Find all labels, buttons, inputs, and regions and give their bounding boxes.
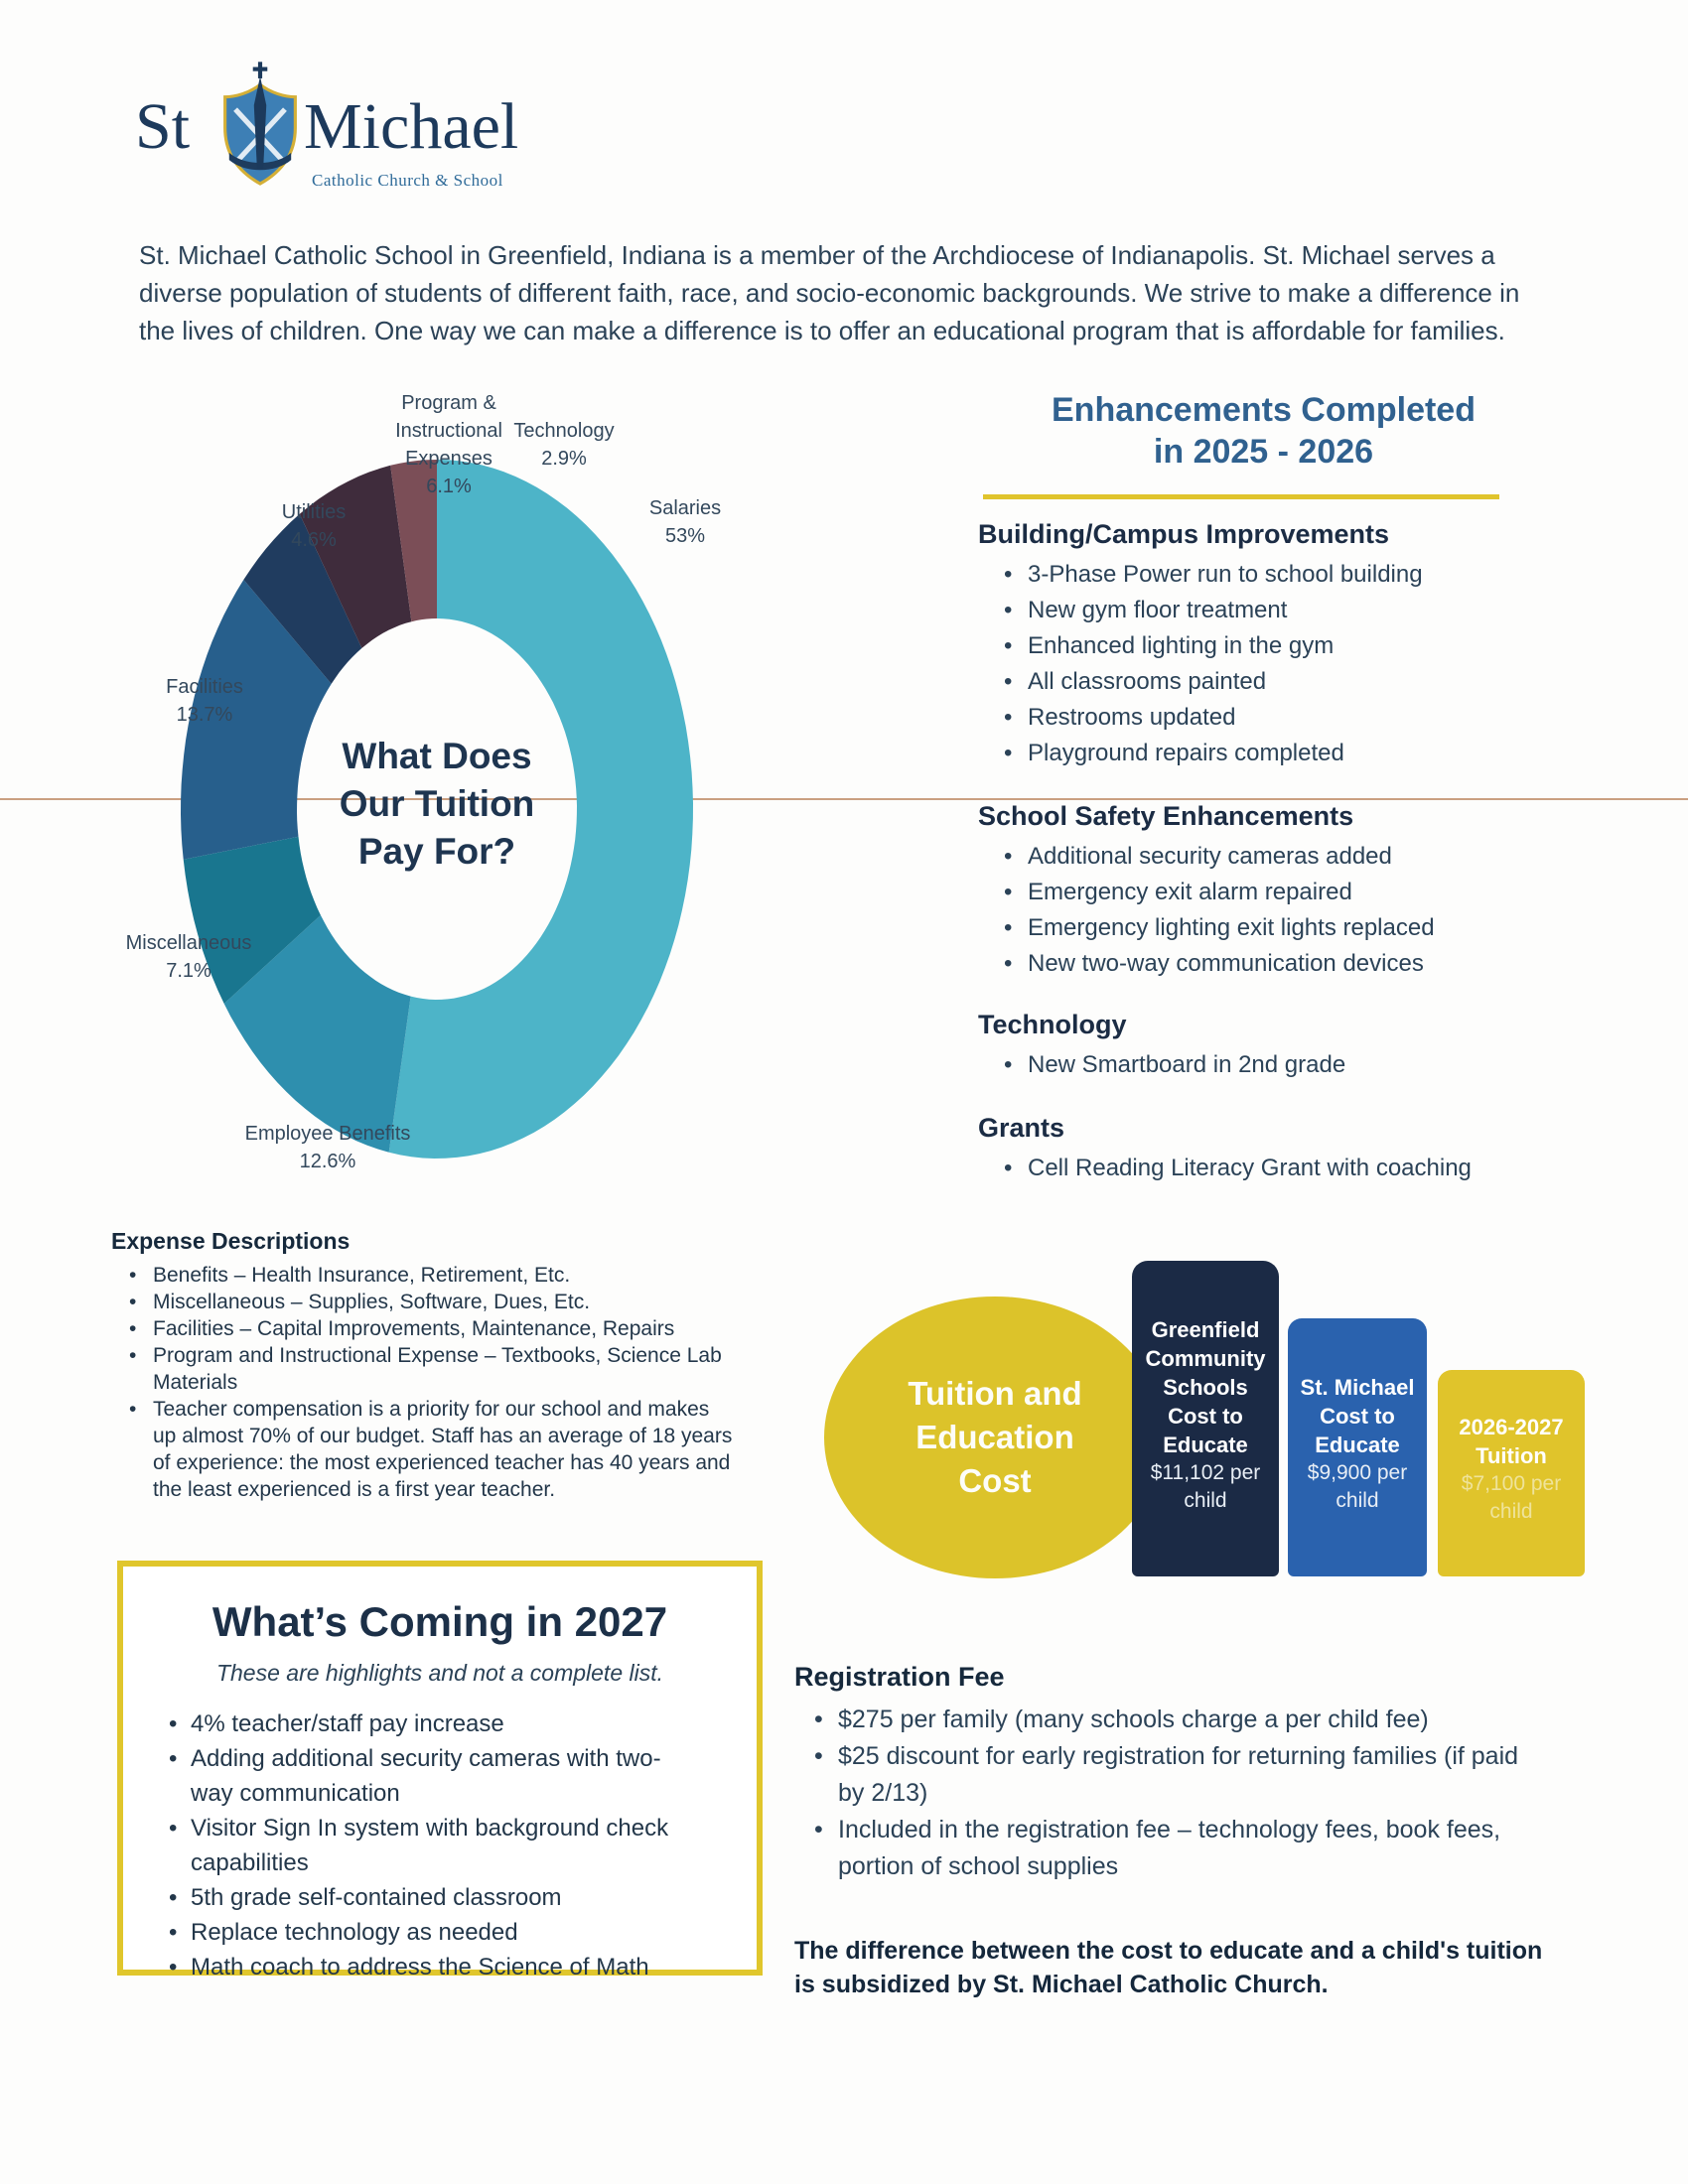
bar-title-line: Tuition (1476, 1443, 1547, 1468)
donut-center-title (288, 733, 586, 876)
donut-center-line: Pay For? (357, 831, 516, 872)
bar-title-line: St. Michael (1300, 1374, 1415, 1400)
bar-title-line: Schools (1163, 1374, 1248, 1400)
heading-grants: Grants (978, 1113, 1065, 1143)
list-item: • Facilities – Capital Improvements, Maintenance, Repairs (111, 1315, 737, 1342)
logo-text-michael: Michael (304, 90, 519, 163)
bar-title-line: Cost to (1320, 1403, 1395, 1429)
list-item: • Playground repairs completed (978, 736, 1549, 771)
heading-technology: Technology (978, 1010, 1127, 1039)
bar-greenfield-cost (1132, 1261, 1279, 1576)
list-item: • Restrooms updated (978, 700, 1549, 736)
list-item: • Included in the registration fee – technology fees, book fees, portion of school supplies (794, 1812, 1534, 1885)
list-item: • New two-way communication devices (978, 946, 1549, 982)
bar-title-line: Cost to (1168, 1403, 1243, 1429)
bar-value (1462, 1470, 1561, 1526)
circle-title-line: Education (915, 1419, 1074, 1455)
heading-building-campus: Building/Campus Improvements (978, 519, 1390, 549)
tuition-donut-chart (79, 377, 814, 1231)
donut-segment-label: Program & Instructional Expenses 6.1% (395, 392, 502, 497)
donut-segment-label: Technology 2.9% (513, 420, 615, 470)
subsidy-note: The difference between the cost to educate and a child's tuition is subsidized by St. Michael Catholic Church. (794, 1937, 1543, 1998)
list-item: • All classrooms painted (978, 664, 1549, 700)
bar-value-line: $7,100 per (1461, 1472, 1562, 1495)
bar-title (1301, 1373, 1415, 1459)
expense-descriptions-section (111, 1226, 752, 1503)
expense-descriptions-list (111, 1262, 752, 1503)
bar-title-line: 2026-2027 (1459, 1415, 1564, 1439)
donut-center-line: What Does (342, 736, 532, 776)
whats-coming-title: What’s Coming in 2027 (211, 1598, 668, 1645)
whats-coming-subtitle: These are highlights and not a complete list. (215, 1660, 664, 1686)
bar-value-line: child (1489, 1500, 1533, 1523)
heading-school-safety: School Safety Enhancements (978, 801, 1354, 831)
list-item: • Miscellaneous – Supplies, Software, Dues, Etc. (111, 1289, 737, 1315)
school-safety-list (978, 839, 1549, 982)
logo-text-st: St (135, 90, 191, 163)
bar-title-line: Educate (1163, 1432, 1248, 1457)
building-campus-list (978, 557, 1549, 771)
intro-paragraph: St. Michael Catholic School in Greenfield, Indiana is a member of the Archdiocese of Indianapolis. St. Michael serves a diverse population of students of different faith, race, and socio-economic backgrounds. We strive to make a difference in the lives of children. One way we can make a difference is to offer an educational program that is affordable for families. (139, 240, 1520, 345)
gold-underline (983, 494, 1499, 499)
list-item: • $25 discount for early registration for returning families (if paid by 2/13) (794, 1738, 1534, 1812)
bar-value-line: $11,102 per (1150, 1460, 1261, 1484)
donut-segment-label: Facilities 13.7% (166, 676, 243, 726)
enhancements-title-line2: in 2025 - 2026 (1153, 433, 1374, 471)
bar-value-line: child (1336, 1488, 1379, 1512)
bar-value (1308, 1459, 1407, 1515)
bar-value-line: child (1184, 1488, 1227, 1512)
bar-value-line: $9,900 per (1307, 1460, 1408, 1484)
technology-list (978, 1047, 1549, 1083)
donut-center-line: Our Tuition (339, 783, 535, 824)
list-item: • Math coach to address the Science of Math (153, 1950, 694, 1984)
list-item: • New Smartboard in 2nd grade (978, 1047, 1549, 1083)
shield-cross-icon (209, 62, 312, 201)
list-item: • Visitor Sign In system with background check capabilities (153, 1811, 694, 1880)
list-item: • 5th grade self-contained classroom (153, 1880, 694, 1915)
enhancements-section (978, 389, 1549, 1186)
enhancements-title-line1: Enhancements Completed (1052, 391, 1476, 429)
list-item: • Program and Instructional Expense – Textbooks, Science Lab Materials (111, 1342, 737, 1396)
registration-fee-heading: Registration Fee (794, 1662, 1005, 1692)
circle-title-line: Tuition and (908, 1375, 1082, 1412)
registration-fee-list (794, 1702, 1534, 1885)
bar-title-line: Educate (1315, 1432, 1400, 1457)
list-item: • $275 per family (many schools charge a per child fee) (794, 1702, 1534, 1738)
list-item: • Cell Reading Literacy Grant with coaching (978, 1151, 1549, 1186)
donut-segment-label: Miscellaneous 7.1% (125, 932, 252, 982)
school-logo (117, 68, 534, 216)
circle-title-line: Cost (958, 1462, 1032, 1499)
list-item: • 4% teacher/staff pay increase (153, 1706, 694, 1741)
donut-segment-label: Employee Benefits 12.6% (244, 1123, 411, 1172)
expense-descriptions-heading: Expense Descriptions (111, 1228, 351, 1254)
list-item: • Emergency lighting exit lights replaced (978, 910, 1549, 946)
bar-title (1146, 1315, 1266, 1459)
whats-coming-list (153, 1706, 694, 1984)
donut-segment-label: Salaries 53% (648, 497, 722, 547)
registration-fee-section (794, 1660, 1559, 1885)
logo-tagline: Catholic Church & School (312, 171, 503, 190)
bar-value (1151, 1459, 1261, 1515)
list-item: • Enhanced lighting in the gym (978, 628, 1549, 664)
bar-title-line: Community (1145, 1345, 1266, 1371)
list-item: • 3-Phase Power run to school building (978, 557, 1549, 593)
whats-coming-box (117, 1561, 763, 1980)
bar-st-michael-cost (1288, 1318, 1427, 1576)
bar-title-line: Greenfield (1151, 1316, 1260, 1342)
donut-segment-label: Utilities 4.6% (281, 501, 347, 551)
bar-tuition-2026-2027 (1438, 1370, 1585, 1576)
list-item: • New gym floor treatment (978, 593, 1549, 628)
bar-title (1459, 1413, 1563, 1470)
grants-list (978, 1151, 1549, 1186)
list-item: • Adding additional security cameras with two-way communication (153, 1741, 694, 1811)
list-item: • Teacher compensation is a priority for our school and makes up almost 70% of our budget. Staff has an average of 18 years of experience: the most experienced teacher has 40 years and the least experienced is a first year teacher. (111, 1396, 737, 1503)
tuition-cost-circle (824, 1297, 1166, 1578)
list-item: • Benefits – Health Insurance, Retirement, Etc. (111, 1262, 737, 1289)
list-item: • Additional security cameras added (978, 839, 1549, 875)
list-item: • Replace technology as needed (153, 1915, 694, 1950)
enhancements-title (978, 389, 1549, 473)
list-item: • Emergency exit alarm repaired (978, 875, 1549, 910)
